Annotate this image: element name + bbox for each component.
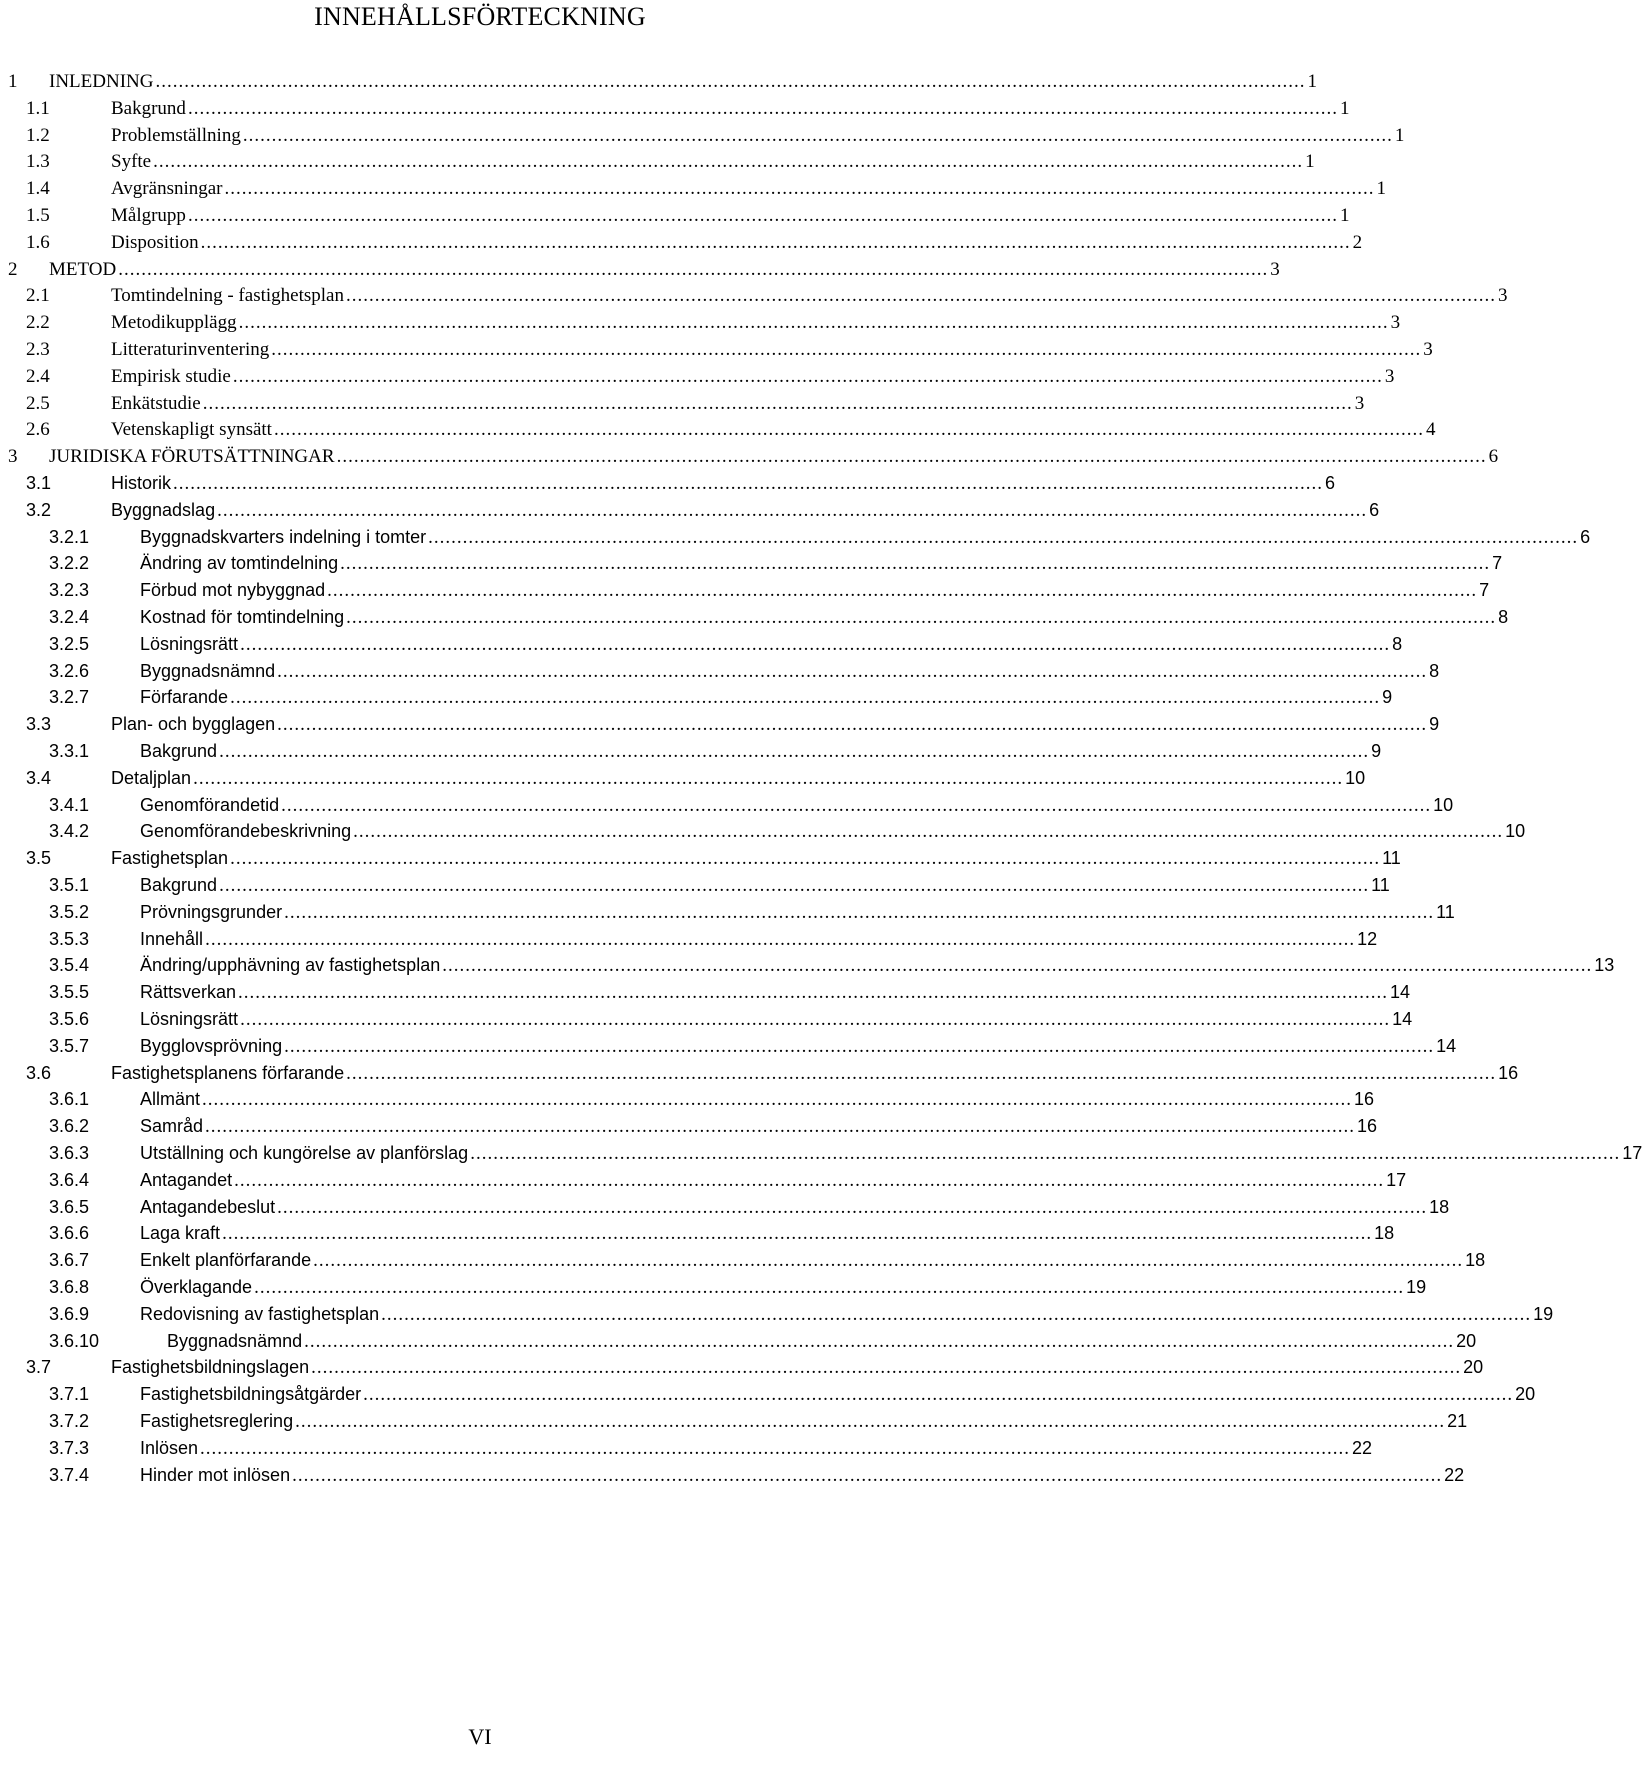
toc-entry-title: Historik <box>111 473 172 493</box>
toc-entry-page: 18 <box>1374 1223 1395 1244</box>
toc-entry-page: 3 <box>1497 285 1508 307</box>
toc-entry-number: 3.5.4 <box>49 955 90 976</box>
toc-entry[interactable] <box>0 1113 1378 1140</box>
toc-entry[interactable] <box>0 497 1380 524</box>
toc-entry[interactable] <box>0 1354 1484 1381</box>
page-title: INNEHÅLLSFÖRTECKNING <box>314 2 646 31</box>
toc-entry-number: 3.5.5 <box>49 982 90 1003</box>
toc-entry-number: 3.2.4 <box>49 607 90 627</box>
toc-entry-title: Metodikupplägg <box>111 312 237 334</box>
dot-leader: ........................................................................................................................................................................................................ <box>202 392 1353 414</box>
toc-entry-title: Förfarande <box>140 687 229 708</box>
toc-entry-number: 3.6 <box>26 1062 52 1083</box>
toc-entry-number: 1 <box>8 71 18 92</box>
toc-entry-title: Byggnadsnämnd <box>140 660 276 681</box>
dot-leader: ........................................................................................................................................................................................................ <box>340 553 1491 575</box>
toc-entry[interactable] <box>0 792 1454 819</box>
dot-leader: ........................................................................................................................................................................................................ <box>187 205 1338 226</box>
dot-leader: ........................................................................................................................................................................................................ <box>442 955 1593 977</box>
toc-entry-page: 14 <box>1392 1009 1413 1029</box>
toc-entry-title: Bakgrund <box>140 875 218 895</box>
toc-entry-page: 1 <box>1305 151 1315 173</box>
toc-entry-page: 22 <box>1352 1437 1373 1458</box>
toc-entry[interactable] <box>0 1381 1536 1408</box>
toc-entry-page: 19 <box>1406 1277 1427 1297</box>
toc-entry-title: Samråd <box>140 1116 204 1137</box>
dot-leader: ........................................................................................................................................................................................................ <box>284 1035 1435 1057</box>
dot-leader: ........................................................................................................................................................................................................ <box>219 875 1370 896</box>
toc-entry-title: Antagandet <box>140 1169 233 1190</box>
toc-entry[interactable] <box>0 336 1433 363</box>
toc-entry-title: Tomtindelning - fastighetsplan <box>111 285 344 307</box>
toc-entry[interactable] <box>0 1140 1642 1167</box>
toc-entry-number: 3.6.7 <box>49 1250 90 1271</box>
dot-leader: ........................................................................................................................................................................................................ <box>277 714 1428 736</box>
toc-entry-title: Inlösen <box>140 1437 199 1458</box>
toc-entry[interactable] <box>0 95 1350 122</box>
toc-entry[interactable] <box>0 658 1440 685</box>
toc-entry[interactable] <box>0 1006 1413 1033</box>
toc-entry-page: 4 <box>1425 419 1436 441</box>
dot-leader: ........................................................................................................................................................................................................ <box>205 1116 1356 1138</box>
toc-entry-title: Fastighetsplan <box>111 848 229 869</box>
toc-entry-number: 3.2.2 <box>49 553 90 574</box>
toc-entry-page: 3 <box>1423 339 1433 360</box>
toc-entry[interactable] <box>0 1220 1395 1247</box>
toc-entry[interactable] <box>0 818 1526 845</box>
toc-entry-title: Förbud mot nybyggnad <box>140 580 326 601</box>
toc-entry-number: 3.6.9 <box>49 1303 90 1324</box>
toc-entry-title: Redovisning av fastighetsplan <box>140 1303 380 1324</box>
toc-entry-number: 2.6 <box>26 419 50 441</box>
toc-entry-number: 3.4.2 <box>49 821 90 842</box>
dot-leader: ........................................................................................................................................................................................................ <box>327 580 1478 602</box>
toc-entry-title: Hinder mot inlösen <box>140 1464 291 1485</box>
dot-leader: ........................................................................................................................................................................................................ <box>363 1384 1514 1406</box>
toc-entry-title: Lösningsrätt <box>140 1009 239 1029</box>
toc-entry-number: 1.4 <box>26 178 50 200</box>
toc-entry-number: 3.5.3 <box>49 928 90 949</box>
toc-entry[interactable] <box>0 711 1440 738</box>
toc-entry-number: 3.5.7 <box>49 1035 90 1056</box>
dot-leader: ........................................................................................................................................................................................................ <box>240 633 1391 655</box>
toc-entry-page: 22 <box>1444 1464 1465 1485</box>
toc-entry-page: 1 <box>1307 71 1317 92</box>
toc-entry-title: JURIDISKA FÖRUTSÄTTNINGAR <box>49 446 335 468</box>
toc-entry-page: 16 <box>1357 1116 1378 1137</box>
toc-entry-number: 3.4.1 <box>49 794 90 815</box>
toc-entry-title: Rättsverkan <box>140 982 237 1003</box>
dot-leader: ........................................................................................................................................................................................................ <box>234 1169 1385 1191</box>
toc-entry-page: 12 <box>1357 928 1378 949</box>
toc-entry[interactable] <box>0 256 1280 283</box>
toc-entry-number: 3.7.3 <box>49 1437 90 1458</box>
toc-entry[interactable] <box>0 1086 1375 1113</box>
toc-entry[interactable] <box>0 443 1499 470</box>
toc-entry-number: 3.1 <box>26 473 52 493</box>
page-number: VI <box>468 1724 492 1749</box>
dot-leader: ........................................................................................................................................................................................................ <box>254 1277 1405 1298</box>
dot-leader: ........................................................................................................................................................................................................ <box>200 231 1351 253</box>
toc-entry-page: 11 <box>1436 901 1455 922</box>
toc-entry-page: 6 <box>1369 499 1380 520</box>
toc-entry[interactable] <box>0 1328 1477 1355</box>
toc-entry-number: 3.6.5 <box>49 1196 90 1217</box>
toc-entry-number: 3.7.4 <box>49 1464 90 1485</box>
toc-entry-page: 3 <box>1384 365 1395 387</box>
toc-entry-number: 3.2 <box>26 499 52 520</box>
toc-entry-number: 3.6.2 <box>49 1116 90 1137</box>
dot-leader: ........................................................................................................................................................................................................ <box>187 97 1338 119</box>
toc-entry-page: 14 <box>1390 982 1411 1003</box>
toc-entry-page: 10 <box>1433 794 1454 815</box>
dot-leader: ........................................................................................................................................................................................................ <box>295 1411 1446 1432</box>
toc-entry-title: Plan- och bygglagen <box>111 714 276 735</box>
toc-entry-page: 21 <box>1447 1411 1468 1431</box>
toc-entry-title: Fastighetsplanens förfarande <box>111 1062 345 1083</box>
toc-entry[interactable] <box>0 229 1363 256</box>
toc-entry-number: 2.3 <box>26 339 50 360</box>
toc-entry-number: 3.2.7 <box>49 687 90 708</box>
dot-leader: ........................................................................................................................................................................................................ <box>292 1464 1443 1486</box>
toc-entry[interactable] <box>0 604 1509 631</box>
toc-entry-number: 3.7.1 <box>49 1384 90 1405</box>
toc-entry[interactable] <box>0 845 1401 872</box>
dot-leader: ........................................................................................................................................................................................................ <box>277 1196 1428 1218</box>
dot-leader: ........................................................................................................................................................................................................ <box>173 473 1324 494</box>
dot-leader: ........................................................................................................................................................................................................ <box>273 419 1424 441</box>
toc-entry-page: 16 <box>1354 1089 1375 1110</box>
toc-entry-page: 20 <box>1456 1330 1477 1351</box>
dot-leader: ........................................................................................................................................................................................................ <box>277 660 1428 682</box>
toc-entry-page: 1 <box>1339 97 1350 119</box>
toc-entry-title: Fastighetsbildningsåtgärder <box>140 1384 362 1405</box>
toc-entry[interactable] <box>0 952 1615 979</box>
toc-entry-title: Allmänt <box>140 1089 201 1110</box>
dot-leader: ........................................................................................................................................................................................................ <box>470 1143 1621 1164</box>
toc-entry-page: 9 <box>1429 714 1440 735</box>
toc-entry-title: Lösningsrätt <box>140 633 239 654</box>
toc-entry[interactable] <box>0 1435 1373 1462</box>
toc-entry-page: 8 <box>1392 633 1403 654</box>
toc-entry-page: 18 <box>1465 1250 1486 1271</box>
toc-entry-number: 2.4 <box>26 365 50 387</box>
toc-entry-title: Bakgrund <box>140 741 218 761</box>
toc-entry-number: 3.6.6 <box>49 1223 90 1244</box>
toc-entry-page: 3 <box>1390 312 1401 334</box>
toc-entry-page: 8 <box>1498 607 1509 627</box>
toc-entry-page: 1 <box>1339 205 1350 226</box>
toc-entry[interactable] <box>0 899 1455 926</box>
dot-leader: ........................................................................................................................................................................................................ <box>238 982 1389 1004</box>
dot-leader: ........................................................................................................................................................................................................ <box>284 901 1435 923</box>
toc-entry[interactable] <box>0 282 1508 309</box>
dot-leader: ........................................................................................................................................................................................................ <box>230 848 1381 870</box>
toc-entry-page: 20 <box>1515 1384 1536 1405</box>
dot-leader: ........................................................................................................................................................................................................ <box>281 794 1432 816</box>
toc-entry-page: 6 <box>1580 526 1591 547</box>
dot-leader: ........................................................................................................................................................................................................ <box>118 258 1269 280</box>
toc-entry-title: Antagandebeslut <box>140 1196 276 1217</box>
toc-entry-title: INLEDNING <box>49 71 154 92</box>
toc-entry-title: Byggnadskvarters indelning i tomter <box>140 526 427 547</box>
toc-entry[interactable] <box>0 1167 1407 1194</box>
toc-entry[interactable] <box>0 1274 1427 1301</box>
toc-entry-title: Kostnad för tomtindelning <box>140 607 345 627</box>
toc-entry-page: 17 <box>1622 1143 1642 1163</box>
toc-entry-number: 3.6.1 <box>49 1089 90 1110</box>
toc-entry-number: 2 <box>8 258 18 280</box>
toc-entry-title: Utställning och kungörelse av planförslag <box>140 1143 469 1163</box>
dot-leader: ........................................................................................................................................................................................................ <box>345 285 1496 307</box>
toc-entry-number: 3.6.3 <box>49 1143 90 1163</box>
toc-entry[interactable] <box>0 416 1436 443</box>
toc-entry-title: Ändring av tomtindelning <box>140 553 339 574</box>
dot-leader: ........................................................................................................................................................................................................ <box>381 1303 1532 1325</box>
toc-entry-page: 18 <box>1429 1196 1450 1217</box>
toc-entry[interactable] <box>0 470 1336 497</box>
toc-entry-title: Empirisk studie <box>111 365 231 387</box>
dot-leader: ........................................................................................................................................................................................................ <box>311 1357 1462 1379</box>
toc-entry-page: 7 <box>1492 553 1503 574</box>
dot-leader: ........................................................................................................................................................................................................ <box>238 312 1389 334</box>
toc-entry-page: 6 <box>1488 446 1499 468</box>
toc-entry-page: 6 <box>1325 473 1336 493</box>
toc-entry-number: 3.6.10 <box>49 1330 100 1351</box>
toc-entry-title: Enkätstudie <box>111 392 201 414</box>
toc-entry-title: Fastighetsbildningslagen <box>111 1357 310 1378</box>
toc-entry-number: 3.3.1 <box>49 741 90 761</box>
toc-entry-page: 13 <box>1594 955 1615 976</box>
toc-entry[interactable] <box>0 577 1490 604</box>
toc-entry-page: 9 <box>1371 741 1382 761</box>
toc-entry-page: 16 <box>1498 1062 1519 1083</box>
toc-entry-title: Målgrupp <box>111 205 186 226</box>
toc-entry[interactable] <box>0 926 1378 953</box>
dot-leader: ........................................................................................................................................................................................................ <box>193 767 1344 789</box>
toc-entry[interactable] <box>0 684 1393 711</box>
toc-entry-title: Enkelt planförfarande <box>140 1250 312 1271</box>
toc-entry[interactable] <box>0 979 1411 1006</box>
toc-entry[interactable] <box>0 148 1315 175</box>
toc-entry[interactable] <box>0 1247 1486 1274</box>
toc-entry-page: 19 <box>1533 1303 1554 1324</box>
toc-entry[interactable] <box>0 765 1366 792</box>
toc-entry-title: Genomförandebeskrivning <box>140 821 352 842</box>
toc-entry-page: 10 <box>1345 767 1366 788</box>
toc-entry[interactable] <box>0 872 1390 899</box>
toc-entry[interactable] <box>0 738 1382 765</box>
toc-entry[interactable] <box>0 202 1350 229</box>
dot-leader: ........................................................................................................................................................................................................ <box>242 124 1393 146</box>
toc-entry[interactable] <box>0 1060 1519 1087</box>
toc-entry-page: 11 <box>1371 875 1390 895</box>
toc-entry-page: 3 <box>1354 392 1365 414</box>
toc-entry-page: 17 <box>1386 1169 1407 1190</box>
toc-entry-title: Bakgrund <box>111 97 186 119</box>
toc-entry-number: 2.1 <box>26 285 50 307</box>
toc-entry-page: 7 <box>1479 580 1490 601</box>
toc-entry-title: Byggnadslag <box>111 499 216 520</box>
toc-entry-number: 3.4 <box>26 767 52 788</box>
toc-entry[interactable] <box>0 309 1401 336</box>
toc-entry-title: Vetenskapligt synsätt <box>111 419 272 441</box>
toc-entry-title: Genomförandetid <box>140 794 280 815</box>
toc-entry-number: 3.7.2 <box>49 1411 90 1431</box>
toc-entry-number: 3.2.1 <box>49 526 90 547</box>
toc-entry[interactable] <box>0 390 1365 417</box>
dot-leader: ........................................................................................................................................................................................................ <box>230 687 1381 709</box>
dot-leader: ........................................................................................................................................................................................................ <box>428 526 1579 548</box>
toc-entry-page: 20 <box>1463 1357 1484 1378</box>
toc-entry-number: 2.2 <box>26 312 50 334</box>
toc-entry-number: 3.2.6 <box>49 660 90 681</box>
dot-leader: ........................................................................................................................................................................................................ <box>153 151 1304 173</box>
dot-leader: ........................................................................................................................................................................................................ <box>219 741 1370 762</box>
toc-entry-title: Överklagande <box>140 1277 253 1297</box>
toc-entry[interactable] <box>0 1033 1457 1060</box>
toc-entry-number: 1.3 <box>26 151 50 173</box>
toc-entry-number: 3.3 <box>26 714 52 735</box>
dot-leader: ........................................................................................................................................................................................................ <box>200 1437 1351 1459</box>
toc-entry-title: Ändring/upphävning av fastighetsplan <box>140 955 441 976</box>
dot-leader: ........................................................................................................................................................................................................ <box>313 1250 1464 1272</box>
toc-entry-page: 11 <box>1382 848 1401 869</box>
dot-leader: ........................................................................................................................................................................................................ <box>346 1062 1497 1084</box>
dot-leader: ........................................................................................................................................................................................................ <box>240 1009 1391 1030</box>
toc-entry-page: 1 <box>1394 124 1405 146</box>
toc-entry-number: 3.2.5 <box>49 633 90 654</box>
toc-entry-title: Innehåll <box>140 928 204 949</box>
toc-entry-title: METOD <box>49 258 117 280</box>
dot-leader: ........................................................................................................................................................................................................ <box>202 1089 1353 1111</box>
toc-entry[interactable] <box>0 68 1317 95</box>
toc-entry-title: Bygglovsprövning <box>140 1035 283 1056</box>
toc-entry-number: 3.2.3 <box>49 580 90 601</box>
toc-entry[interactable] <box>0 122 1405 149</box>
toc-entry-title: Detaljplan <box>111 767 192 788</box>
toc-entry-page: 3 <box>1270 258 1280 280</box>
toc-entry[interactable] <box>0 1194 1450 1221</box>
toc-entry-page: 2 <box>1352 231 1363 253</box>
toc-entry-title: Disposition <box>111 231 199 253</box>
toc-entry[interactable] <box>0 524 1591 551</box>
toc-entry[interactable] <box>0 363 1395 390</box>
toc-entry[interactable] <box>0 550 1503 577</box>
toc-entry-title: Avgränsningar <box>111 178 223 200</box>
dot-leader: ........................................................................................................................................................................................................ <box>155 71 1306 92</box>
dot-leader: ........................................................................................................................................................................................................ <box>336 446 1487 468</box>
toc-entry-title: Syfte <box>111 151 152 173</box>
toc-entry-title: Problemställning <box>111 124 241 146</box>
toc-entry-title: Prövningsgrunder <box>140 901 283 922</box>
toc-entry-title: Byggnadsnämnd <box>167 1330 303 1351</box>
toc-entry-page: 14 <box>1436 1035 1457 1056</box>
dot-leader: ........................................................................................................................................................................................................ <box>346 607 1497 628</box>
toc-entry-page: 9 <box>1382 687 1393 708</box>
toc-entry-number: 1.2 <box>26 124 50 146</box>
toc-entry-number: 1.6 <box>26 231 50 253</box>
toc-entry-number: 3.7 <box>26 1357 52 1378</box>
toc-entry-number: 3.5.1 <box>49 875 90 895</box>
dot-leader: ........................................................................................................................................................................................................ <box>222 1223 1373 1245</box>
toc-entry[interactable] <box>0 175 1387 202</box>
toc-entry-title: Laga kraft <box>140 1223 221 1244</box>
dot-leader: ........................................................................................................................................................................................................ <box>271 339 1422 360</box>
toc-entry-number: 3.5.2 <box>49 901 90 922</box>
toc-entry-number: 3.5 <box>26 848 52 869</box>
dot-leader: ........................................................................................................................................................................................................ <box>353 821 1504 843</box>
toc-entry-number: 1.1 <box>26 97 50 119</box>
toc-entry[interactable] <box>0 1408 1468 1435</box>
toc-entry-number: 3.5.6 <box>49 1009 90 1029</box>
dot-leader: ........................................................................................................................................................................................................ <box>205 928 1356 950</box>
dot-leader: ........................................................................................................................................................................................................ <box>232 365 1383 387</box>
toc-entry-page: 8 <box>1429 660 1440 681</box>
toc-entry[interactable] <box>0 1301 1554 1328</box>
toc-entry-title: Litteraturinventering <box>111 339 270 360</box>
toc-entry-number: 3 <box>8 446 18 468</box>
dot-leader: ........................................................................................................................................................................................................ <box>224 178 1375 200</box>
dot-leader: ........................................................................................................................................................................................................ <box>217 499 1368 521</box>
toc-entry-number: 1.5 <box>26 205 50 226</box>
toc-entry-number: 2.5 <box>26 392 50 414</box>
toc-entry-number: 3.6.8 <box>49 1277 90 1297</box>
toc-entry[interactable] <box>0 631 1403 658</box>
toc-entry-page: 1 <box>1376 178 1387 200</box>
toc-entry-title: Fastighetsreglering <box>140 1411 294 1431</box>
toc-entry[interactable] <box>0 1462 1465 1489</box>
dot-leader: ........................................................................................................................................................................................................ <box>304 1330 1455 1352</box>
toc-entry-page: 10 <box>1505 821 1526 842</box>
toc-entry-number: 3.6.4 <box>49 1169 90 1190</box>
